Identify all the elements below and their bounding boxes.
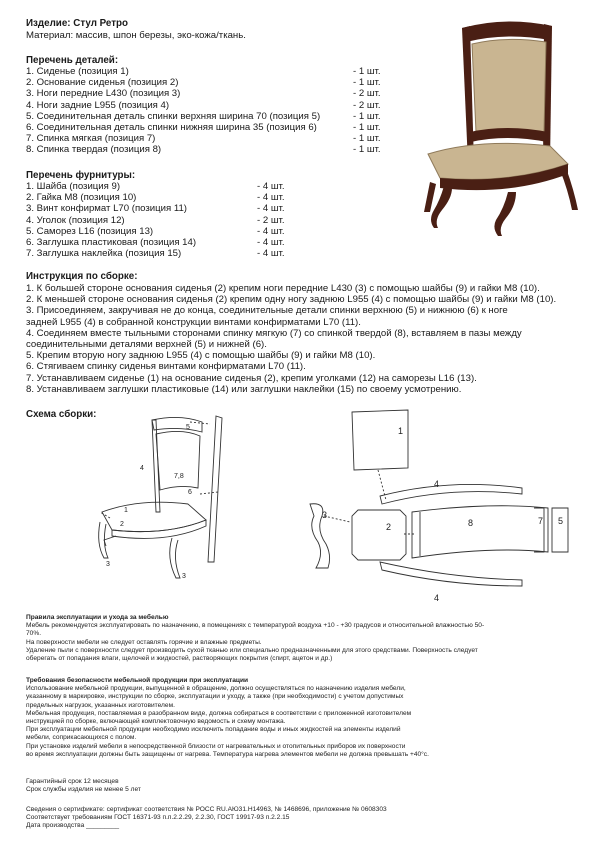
safety-text: Использование мебельной продукции, выпущенной в обращение, должно осуществляться по назначению изделия мебели, указанному в маркировке, инструкции по сборке, эксплуатации и уходу, а также (при необходимости) с учетом допустимых предельных нагрузок, указанных изготовителем. Мебельная продукция, поставляемая в разобранном виде, должна собираться в соответствии с приложенной изготовителем инструкцией по сборке, включающей комплектовочную ведомость и схему монтажа. При эксплуатации мебельной продукции необходимо исключить попадание воды и иных жидкостей на элементы изделий мебели, соприкасающихся с полом. При установке изделий мебели в непосредственной близости от нагревательных и отопительных приборов их поверхности во время эксплуатации должны быть защищены от нагрева. Температура нагрева элементов мебели не должна превышать +40°с. <box>26 685 429 758</box>
list-item <box>26 214 285 226</box>
fitting-name: 3. Винт конфирмат L70 (позиция 11) <box>26 203 188 215</box>
list-item <box>26 192 285 204</box>
fitting-qty: - 4 шт. <box>257 181 285 192</box>
fitting-name: 1. Шайба (позиция 9) <box>26 181 121 192</box>
scheme-left-label: 3 <box>106 561 110 568</box>
list-item <box>26 203 285 215</box>
part-name: 2. Основание сиденья (позиция 2) <box>26 77 179 89</box>
list-item <box>26 122 381 133</box>
back-leg-lower-right <box>560 168 578 210</box>
fitting-name: 2. Гайка М8 (позиция 10) <box>26 192 137 204</box>
fitting-qty: - 4 шт. <box>257 225 285 237</box>
part-qty: - 2 шт. <box>353 88 381 100</box>
instruction-line: 8. Устанавливаем заглушки пластиковые (14) или заглушки наклейки (15) по своему усмотрению. <box>26 383 462 395</box>
fittings-list <box>26 181 296 263</box>
part-name: 4. Ноги задние L955 (позиция 4) <box>26 99 170 111</box>
scheme-left-label: 5 <box>186 424 190 431</box>
instructions-title: Инструкция по сборке: <box>26 271 138 282</box>
list-item <box>26 248 285 260</box>
back-leg-lower-left <box>424 182 436 212</box>
list-item <box>26 225 285 237</box>
assembly-drawing-right <box>300 408 585 608</box>
fittings-title: Перечень фурнитуры: <box>26 170 136 181</box>
instruction-line: 6. Стягиваем спинку сиденья винтами конфирматами L70 (11). <box>26 361 306 373</box>
certificate-text: Сведения о сертификате: сертификат соответствия № РОСС RU.АЮ31.Н14963, № 1468696, приложение № 0608303 Соответствует требованиям ГОСТ 16371-93 п.п.2.2.29, 2.2.30, ГОСТ 19917-93 п.2.2.15 Дата производства _________ <box>26 806 387 830</box>
list-item <box>26 77 381 89</box>
scheme-right-label: 8 <box>468 518 474 528</box>
part-name: 1. Сиденье (позиция 1) <box>26 66 129 77</box>
instruction-line: 7. Устанавливаем сиденье (1) на основание сиденья (2), крепим уголками (12) на саморезы L16 (13). <box>26 372 477 384</box>
part-name: 7. Спинка мягкая (позиция 7) <box>26 133 156 145</box>
fitting-name: 6. Заглушка пластиковая (позиция 14) <box>26 237 197 248</box>
instruction-line: 5. Крепим вторую ногу заднюю L955 (4) с помощью шайбы (9) и гайки М8 (10). <box>26 350 376 362</box>
back-bottom-rail <box>470 128 548 142</box>
safety-title: Требования безопасности мебельной продукции при эксплуатации <box>26 677 249 684</box>
instruction-line: 4. Соединяем вместе тыльными сторонами спинку мягкую (7) со спинкой твердой (8), вставляем в пазы между <box>26 327 522 339</box>
part-qty: - 1 шт. <box>353 110 381 122</box>
scheme-left-label: 1 <box>124 507 128 514</box>
care-text: Мебель рекомендуется эксплуатировать по назначению, в помещениях с температурой воздуха +10 - +30 градусов и относительной влажностью 50- 70%. На поверхности мебели не следует оставлять горячие и влажные предметы. Удаление пыли с поверхности следует производить сухой тканью или специально предназначенными для этого средствами. Поверхность следует оберегать от попадания влаги, щелочей и жидкостей, растворяющих покрытия (спирт, ацетон и др.) <box>26 622 485 663</box>
fitting-name: 7. Заглушка наклейка (позиция 15) <box>26 248 182 260</box>
part-qty: - 2 шт. <box>353 99 381 111</box>
scheme-left-label: 4 <box>140 465 144 472</box>
fitting-name: 5. Саморез L16 (позиция 13) <box>26 225 154 237</box>
scheme-right-label: 1 <box>398 426 404 436</box>
fitting-qty: - 4 шт. <box>257 203 285 215</box>
front-leg-right <box>494 192 516 236</box>
part-qty: - 1 шт. <box>353 122 381 133</box>
scheme-title: Схема сборки: <box>26 409 97 420</box>
list-item <box>26 144 381 156</box>
list-item <box>26 88 381 100</box>
scheme-left-label: 7,8 <box>174 473 184 480</box>
instruction-line: 3. Присоединяем, закручивая не до конца, соединительные детали спинки верхнюю (5) и нижнюю (6) к ноге <box>26 305 508 317</box>
instruction-line: соединительными деталями верхней (5) и нижней (6). <box>26 339 267 351</box>
parts-list <box>26 66 396 158</box>
safety-section <box>26 677 596 759</box>
instruction-line: 1. К большей стороне основания сиденья (2) крепим ноги передние L430 (3) с помощью шайбы (9) и гайки М8 (10). <box>26 283 540 294</box>
chair-photo <box>400 14 590 242</box>
scheme-right-label: 5 <box>558 516 564 526</box>
instructions-list <box>26 283 556 395</box>
product-title: Изделие: Стул Ретро <box>26 18 129 29</box>
list-item <box>26 133 381 145</box>
part-name: 3. Ноги передние L430 (позиция 3) <box>26 88 181 100</box>
scheme-right-label: 7 <box>538 516 544 526</box>
fitting-name: 4. Уголок (позиция 12) <box>26 214 125 226</box>
list-item <box>26 66 381 77</box>
fitting-qty: - 4 шт. <box>257 248 285 260</box>
list-item <box>26 237 285 248</box>
warranty-text: Гарантийный срок 12 месяцев Срок службы изделия не менее 5 лет <box>26 778 141 794</box>
care-title: Правила эксплуатации и ухода за мебелью <box>26 614 169 621</box>
scheme-left-label: 3 <box>182 573 186 580</box>
list-item <box>26 181 285 192</box>
part-name: 6. Соединительная деталь спинки нижняя ширина 35 (позиция 6) <box>26 122 317 133</box>
fitting-qty: - 2 шт. <box>257 214 285 226</box>
back-top-rail <box>462 21 552 42</box>
part-qty: - 1 шт. <box>353 66 381 77</box>
parts-title: Перечень деталей: <box>26 55 119 66</box>
list-item <box>26 110 381 122</box>
back-cushion <box>472 39 546 132</box>
scheme-right-label: 4 <box>434 593 440 603</box>
assembly-drawing-left <box>90 412 240 582</box>
fitting-qty: - 4 шт. <box>257 192 285 204</box>
part-qty: - 1 шт. <box>353 133 381 145</box>
material-line: Материал: массив, шпон березы, эко-кожа/ткань. <box>26 30 246 41</box>
scheme-right-label: 2 <box>386 522 392 532</box>
list-item <box>26 99 381 111</box>
scheme-left-label: 2 <box>120 521 124 528</box>
instruction-line: 2. К меньшей стороне основания сиденья (2) крепим одну ногу заднюю L955 (4) с помощью шайбы (9) и гайки М8 (10). <box>26 294 557 306</box>
part-qty: - 1 шт. <box>353 144 381 156</box>
scheme-right-label: 3 <box>322 510 328 520</box>
fitting-qty: - 4 шт. <box>257 237 285 248</box>
scheme-left-label: 6 <box>188 489 192 496</box>
scheme-right-label: 4 <box>434 479 440 489</box>
care-section <box>26 614 596 663</box>
part-name: 5. Соединительная деталь спинки верхняя ширина 70 (позиция 5) <box>26 110 321 122</box>
part-qty: - 1 шт. <box>353 77 381 89</box>
part-name: 8. Спинка твердая (позиция 8) <box>26 144 162 156</box>
instruction-line: задней L955 (4) в собранной конструкции винтами конфирматами L70 (11). <box>26 316 361 328</box>
